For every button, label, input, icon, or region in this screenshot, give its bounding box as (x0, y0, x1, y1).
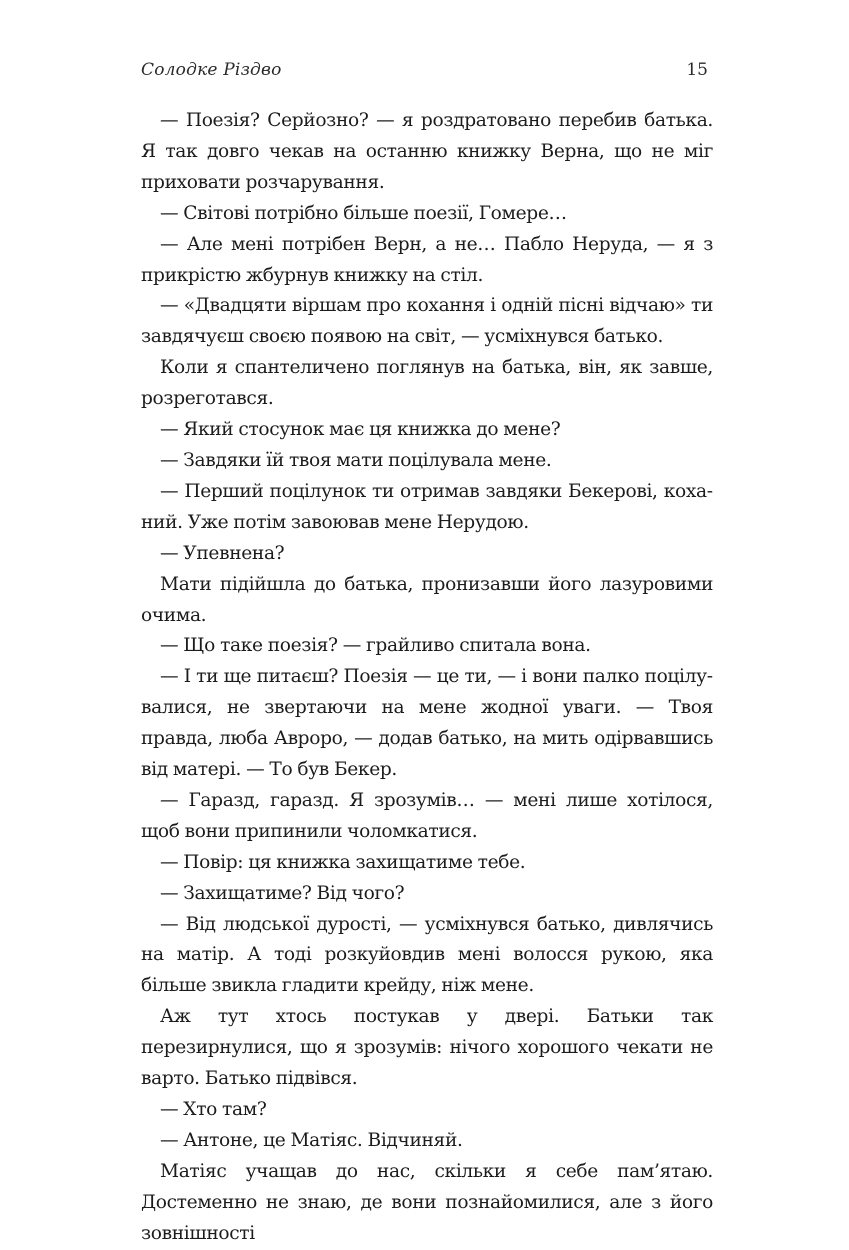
paragraph: — Антоне, це Матіяс. Відчиняй. (160, 1129, 463, 1151)
paragraph: — Захищатиме? Від чого? (160, 882, 405, 904)
page-number: 15 (686, 60, 708, 80)
running-header (141, 60, 708, 88)
paragraph: — Гаразд, гаразд. Я зрозумів… — мені лише хотілося, щоб вони припинили чоломкатися. (141, 789, 713, 842)
paragraph: — Від людської дурості, — усміхнувся батько, дивлячись на матір. А тоді розкуйовдив мені волосся рукою, яка більше звикла гладити крейду, ніж мене. (141, 913, 713, 997)
paragraph: — Що таке поезія? — грайливо спитала вона. (160, 635, 591, 657)
paragraph: — Світові потрібно більше поезії, Гомере… (160, 202, 567, 224)
paragraph: — Але мені потрібен Верн, а не… Пабло Неруда, — я з прикрістю жбурнув книжку на стіл. (141, 233, 713, 286)
paragraph: — «Двадцяти віршам про кохання і одній пісні відчаю» ти завдячуєш своєю появою на світ, — усміхнувся батько. (141, 295, 713, 348)
paragraph: Мати підійшла до батька, пронизавши його лазуровими очима. (141, 573, 713, 626)
paragraph: — Поезія? Серйозно? — я роздратовано перебив батька. Я так довго чекав на останню книжку Верна, що не міг приховати розчарування. (141, 110, 713, 193)
paragraph: Матіяс учащав до нас, скільки я себе пам’ятаю. Достеменно не знаю, де вони познайомилися, але з його зовнішності (141, 1160, 713, 1244)
paragraph: — Хто там? (160, 1099, 267, 1120)
body-text (141, 106, 713, 1250)
paragraph: — Який стосунок має ця книжка до мене? (160, 419, 561, 441)
paragraph: — Перший поцілунок ти отримав завдяки Бекерові, коханий. Уже потім завоював мене Нерудою. (141, 480, 713, 533)
paragraph: — І ти ще питаєш? Поезія — це ти, — і вони палко поцілувалися, не звертаючи на мене жодної уваги. — Твоя правда, люба Авроро, — додав батько, на мить одірвавшись від матері. — То був Бекер. (141, 666, 713, 781)
paragraph: — Завдяки їй твоя мати поцілувала мене. (160, 449, 552, 471)
paragraph: — Упевнена? (160, 542, 285, 564)
paragraph: Коли я спантеличено поглянув на батька, він, як завше, розреготався. (141, 357, 713, 410)
paragraph: Аж тут хтось постукав у двері. Батьки так перезирнулися, що я зрозумів: нічого хорошого чекати не варто. Батько підвівся. (141, 1006, 713, 1090)
paragraph: — Повір: ця книжка захищатиме тебе. (160, 851, 526, 873)
running-title: Солодке Різдво (141, 60, 282, 80)
